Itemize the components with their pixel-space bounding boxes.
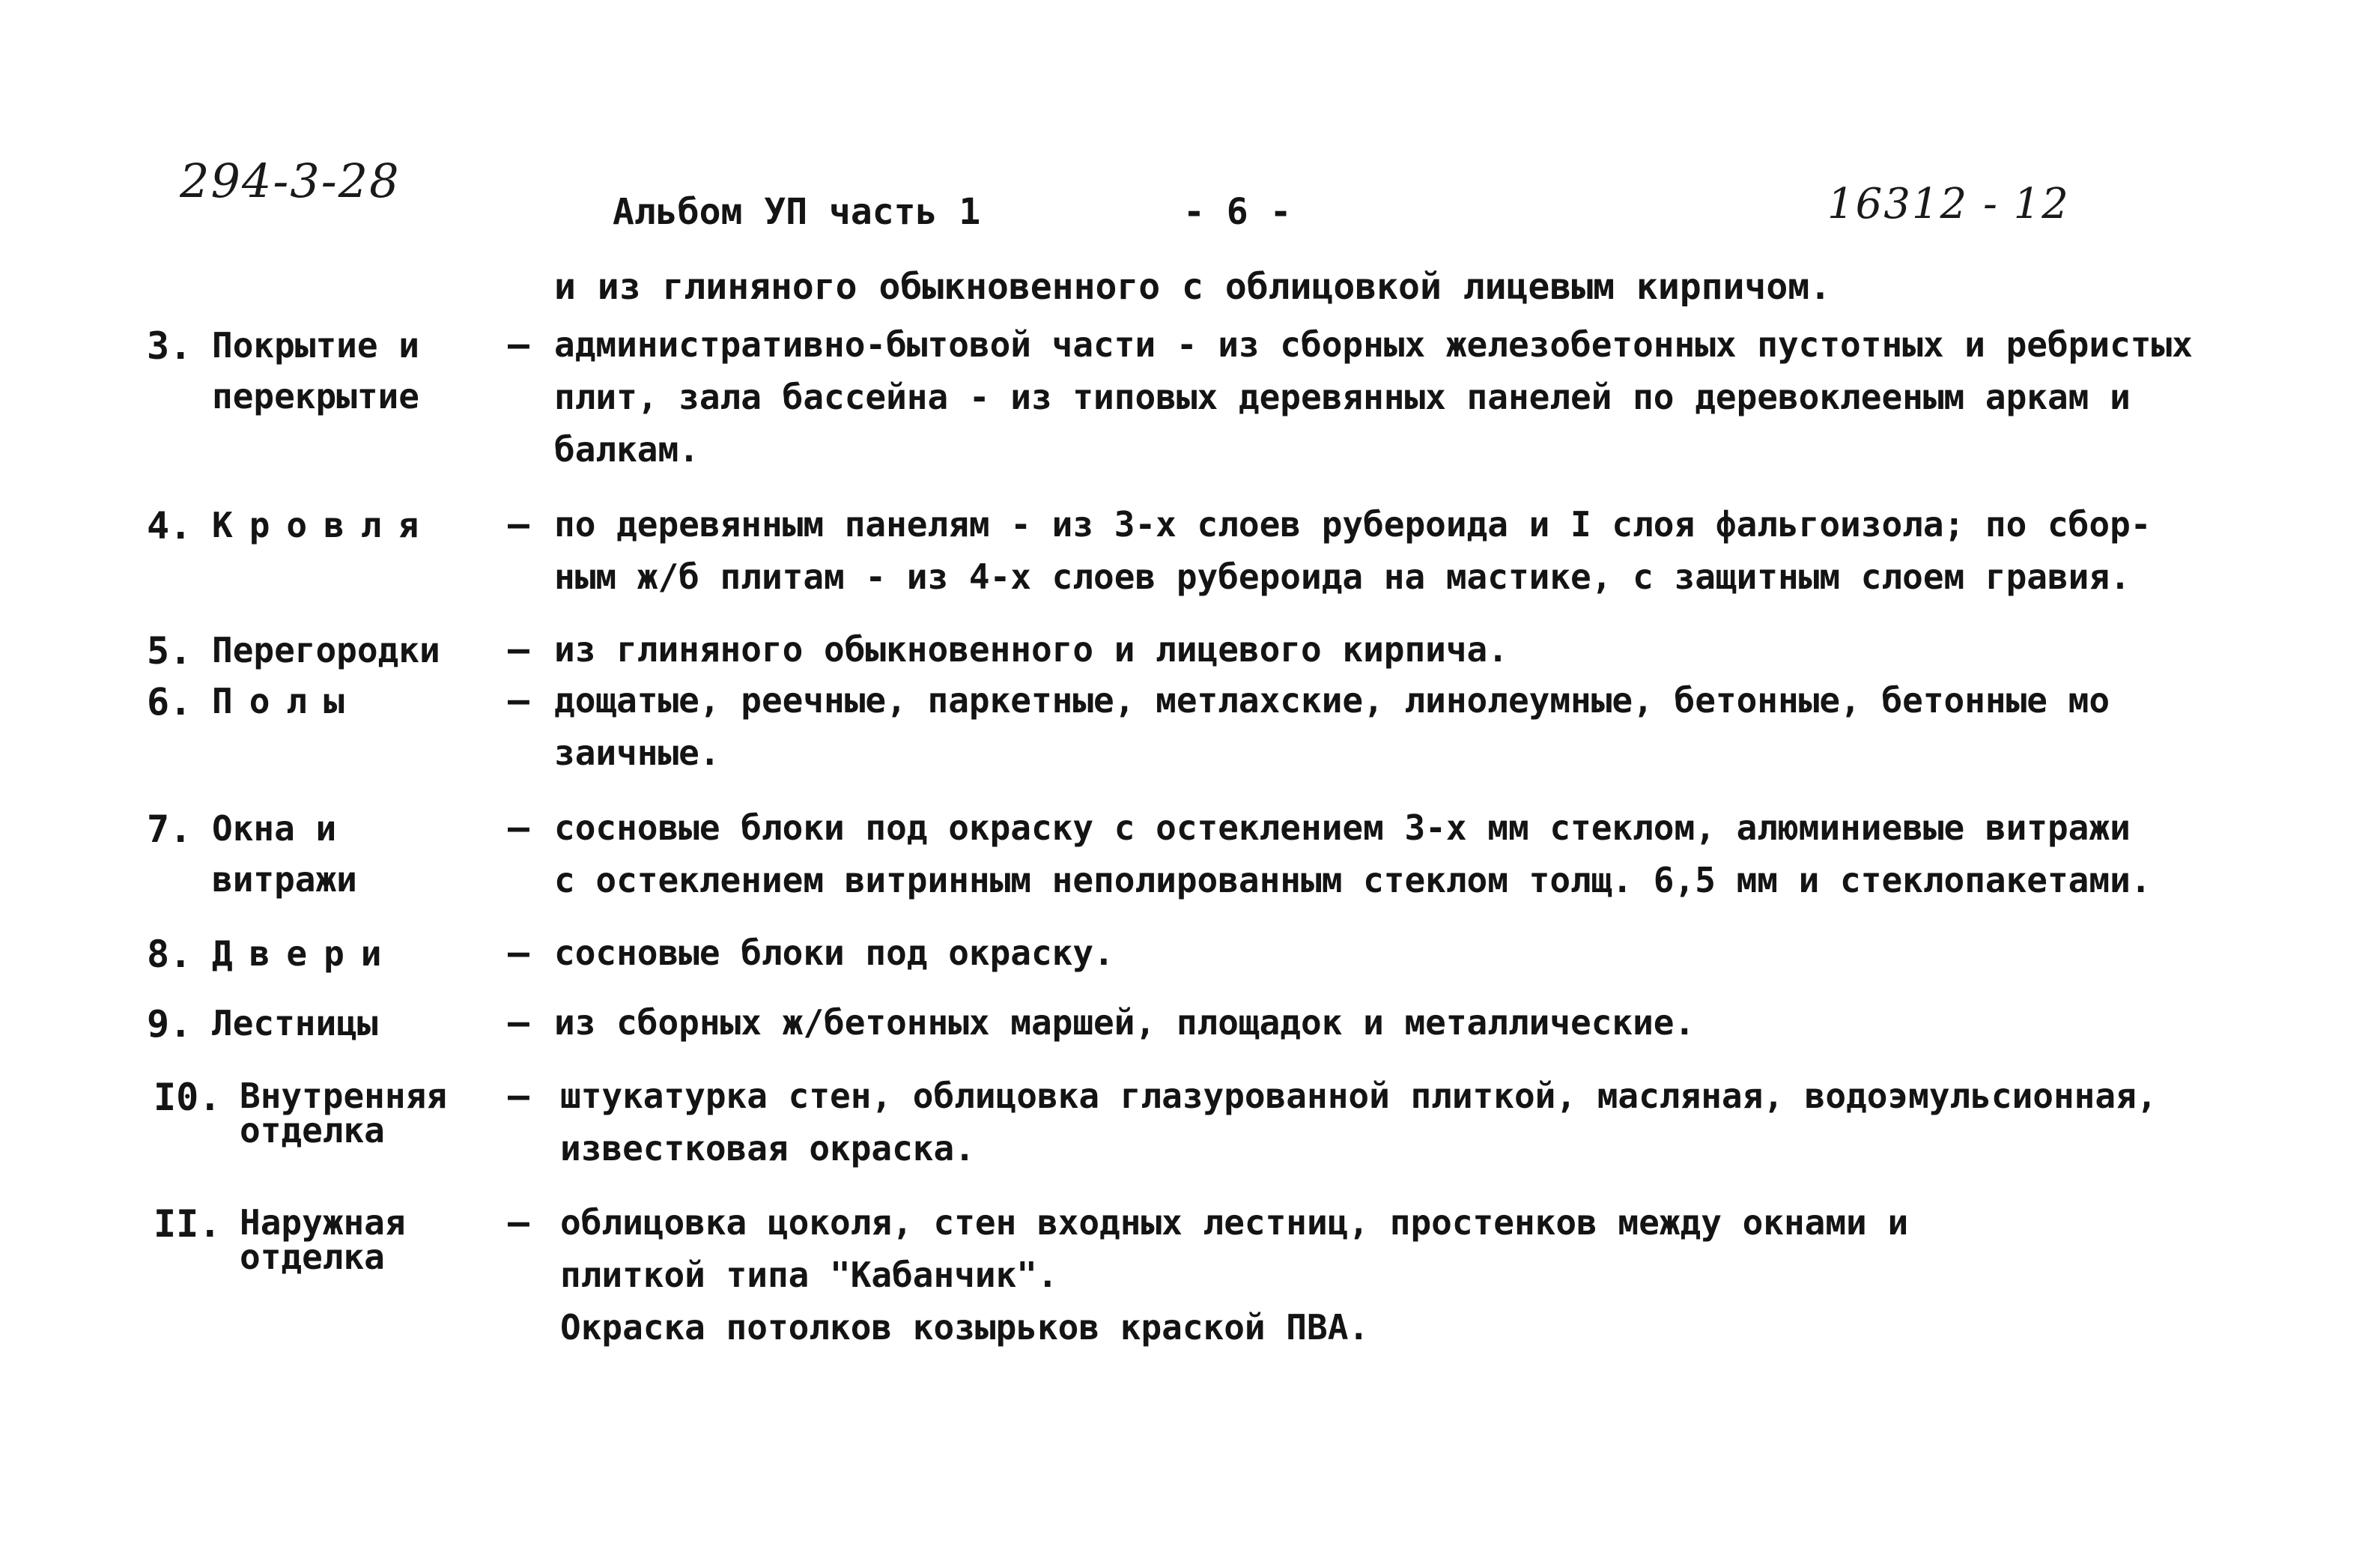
item-label-line: Лестницы (212, 1003, 378, 1043)
item-number: 5. (147, 629, 192, 673)
description-line: с остеклением витринным неполированным стеклом толщ. 6,5 мм и стеклопакетами. (554, 860, 2152, 900)
item-number: 3. (147, 324, 192, 368)
item-label (212, 320, 419, 422)
item-label-line: Внутренняя (240, 1076, 447, 1116)
item-label-line: Покрытие и (212, 325, 419, 366)
item-label (212, 625, 440, 676)
item-label (240, 1202, 406, 1277)
item-number: I0. (154, 1076, 222, 1119)
item-label-line: Окна и (212, 808, 337, 849)
item-dash: – (508, 679, 529, 721)
item-label (212, 676, 361, 727)
item-label (212, 928, 398, 979)
item-label (212, 500, 435, 551)
continuation-line: и из глиняного обыкновенного с облицовкой лицевым кирпичом. (554, 266, 1832, 308)
description-line: по деревянным панелям - из 3-х слоев рубероида и I слоя фальгоизола; по сбор- (554, 504, 2152, 545)
item-label (212, 998, 378, 1049)
item-description (560, 1070, 2157, 1174)
item-dash: – (508, 324, 529, 366)
item-dash: – (508, 932, 529, 974)
item-label (212, 803, 357, 905)
item-description (554, 498, 2151, 603)
item-dash: – (508, 503, 529, 545)
item-number: 4. (147, 504, 192, 548)
item-label-line: Полы (212, 681, 361, 721)
description-line: известковая окраска. (560, 1128, 975, 1168)
item-label-line: отделка (240, 1110, 385, 1151)
item-dash: – (508, 628, 529, 670)
handwritten-code-right: 16312 - 12 (1827, 180, 2070, 228)
description-line: дощатые, реечные, паркетные, метлахские, линолеумные, бетонные, бетонные мо (554, 680, 2110, 721)
description-line: штукатурка стен, облицовка глазурованной плиткой, масляная, водоэмульсионная, (560, 1076, 2158, 1116)
item-dash: – (508, 1075, 529, 1117)
item-description (554, 927, 1114, 979)
item-label-line: витражи (212, 859, 357, 900)
item-description (554, 674, 2110, 779)
item-number: 9. (147, 1002, 192, 1046)
item-dash: – (508, 1201, 529, 1243)
item-label-line: перекрытие (212, 376, 419, 416)
item-description (554, 996, 1695, 1049)
item-label-line: Наружная (240, 1202, 406, 1243)
description-line: облицовка цоколя, стен входных лестниц, простенков между окнами и (560, 1202, 1909, 1243)
description-line: сосновые блоки под окраску с остеклением 3-х мм стеклом, алюминиевые витражи (554, 807, 2131, 848)
description-line: сосновые блоки под окраску. (554, 933, 1114, 973)
description-line: балкам. (554, 429, 699, 470)
description-line: из глиняного обыкновенного и лицевого кирпича. (554, 629, 1508, 670)
album-title: Альбом УП часть 1 (613, 191, 981, 233)
item-description (560, 1196, 1908, 1354)
item-number: II. (154, 1202, 222, 1246)
item-label-line: Кровля (212, 505, 436, 545)
item-dash: – (508, 1001, 529, 1043)
description-line: ным ж/б плитам - из 4-х слоев рубероида на мастике, с защитным слоем гравия. (554, 557, 2131, 597)
item-description (554, 318, 2193, 476)
item-description (554, 801, 2151, 906)
item-label-line: отделка (240, 1237, 385, 1277)
description-line: Окраска потолков козырьков краской ПВА. (560, 1307, 1370, 1348)
item-description (554, 623, 1508, 676)
item-label-line: Перегородки (212, 630, 440, 670)
description-line: плиткой типа "Кабанчик". (560, 1255, 1058, 1295)
description-line: административно-бытовой части - из сборных железобетонных пустотных и ребристых (554, 324, 2193, 365)
page-number: - 6 - (1183, 191, 1292, 233)
item-label (240, 1076, 447, 1151)
description-line: из сборных ж/бетонных маршей, площадок и металлические. (554, 1002, 1696, 1043)
item-number: 7. (147, 807, 192, 851)
description-line: плит, зала бассейна - из типовых деревянных панелей по деревоклееным аркам и (554, 377, 2131, 417)
item-number: 6. (147, 680, 192, 724)
description-line: заичные. (554, 733, 720, 773)
item-number: 8. (147, 933, 192, 976)
item-label-line: Двери (212, 933, 398, 974)
item-dash: – (508, 807, 529, 849)
handwritten-code-left: 294-3-28 (180, 154, 401, 208)
